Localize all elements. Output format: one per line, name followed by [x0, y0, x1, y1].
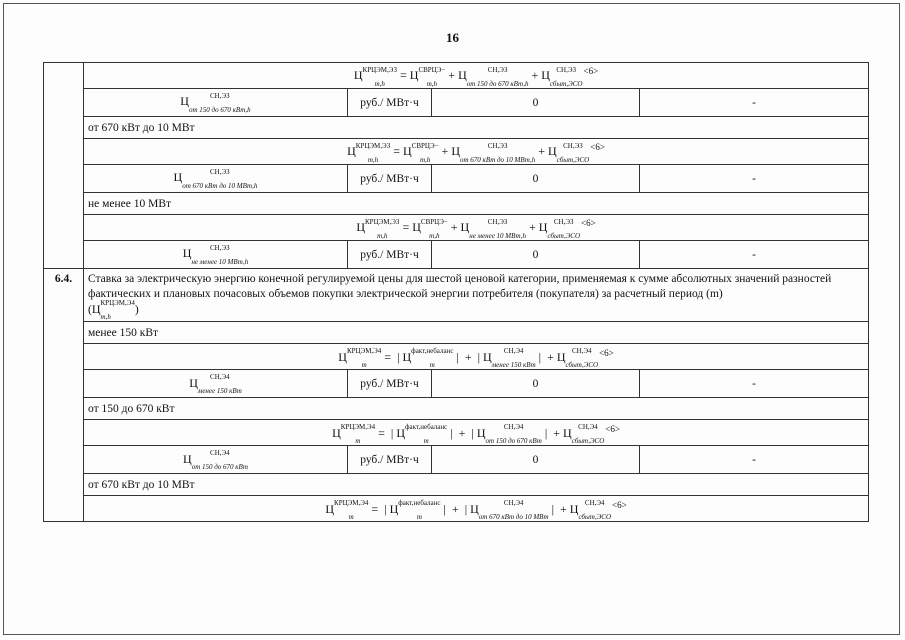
value-cell: 0 — [432, 165, 640, 193]
parameter-name — [84, 165, 348, 193]
footnote-ref: <6> — [581, 218, 596, 229]
math-symbol: Ц факт,небаланс m — [396, 422, 448, 445]
tariff-table — [43, 62, 869, 522]
math-symbol: Ц КРЦЭМ,ЭЗ m,h — [353, 65, 397, 88]
footnote-ref: <6> — [590, 142, 605, 153]
footnote-ref: <6> — [583, 66, 599, 77]
value-cell: 0 — [432, 89, 640, 117]
formula-row — [84, 420, 869, 446]
operator: | — [464, 501, 468, 516]
table-row — [44, 496, 869, 522]
math-symbol: Ц СН,Э4 от 150 до 670 кВт — [183, 449, 248, 472]
dash-cell: - — [640, 370, 869, 398]
range-label: от 150 до 670 кВт — [84, 398, 869, 420]
operator: + — [538, 144, 545, 159]
math-symbol: Ц СН,ЭЗ сбыт,ЭСО — [548, 141, 590, 164]
footnote-ref: <6> — [612, 499, 627, 510]
page-number: 16 — [446, 30, 459, 45]
operator: | — [538, 349, 542, 364]
math-symbol: Ц КРЦЭМ,ЭЗ m,h — [347, 141, 391, 164]
math-symbol: Ц СН,Э4 от 150 до 670 кВт — [476, 422, 542, 445]
dash-cell: - — [640, 241, 869, 269]
value-cell: 0 — [432, 446, 640, 474]
row-number-cell — [44, 63, 84, 269]
table-row — [44, 63, 869, 89]
table-row — [44, 139, 869, 165]
operator: + — [441, 144, 449, 159]
math-symbol: Ц СН,ЭЗ от 150 до 670 кВт,h — [458, 65, 529, 88]
table-row — [44, 269, 869, 322]
table-row — [44, 322, 869, 344]
math-symbol: Ц СВРЦЭ− m,h — [403, 141, 439, 164]
operator: + — [450, 220, 458, 235]
formula-row — [84, 139, 869, 165]
operator: | — [450, 425, 453, 440]
math-symbol: Ц КРЦЭМ,Э4 m — [332, 422, 376, 445]
math-symbol: Ц КРЦЭМ,Э4 m,h — [91, 299, 135, 322]
math-symbol: Ц СН,Э4 сбыт,ЭСО — [569, 498, 612, 521]
math-symbol: Ц СН,ЭЗ не менее 10 МВт,h — [182, 243, 249, 266]
operator: = — [378, 425, 385, 440]
footnote-ref: <6> — [605, 423, 620, 434]
math-symbol: Ц факт,небаланс m — [389, 498, 441, 521]
operator: + — [531, 68, 539, 83]
parameter-name — [84, 370, 348, 398]
table-row — [44, 474, 869, 496]
dash-cell: - — [640, 89, 869, 117]
table-row — [44, 446, 869, 474]
operator: + — [458, 425, 466, 440]
math-symbol: Ц СН,Э4 менее 150 кВт — [189, 373, 242, 396]
operator: + — [528, 220, 536, 235]
section-text: Ставка за электрическую энергию конечной регулируемой цены для шестой ценовой категории, применяемая к сумме абсолютных значений разностей фактических и плановых почасовых объемов покупки электрической энергии потребителя (покупателя) за расчетный период (m) — [88, 273, 832, 300]
table-row — [44, 344, 869, 370]
operator: + — [559, 501, 567, 516]
value-cell: 0 — [432, 241, 640, 269]
table-row — [44, 165, 869, 193]
math-symbol: Ц КРЦЭМ,Э4 m — [325, 498, 369, 521]
formula-row — [84, 344, 869, 370]
operator: | — [471, 425, 474, 440]
formula-row — [84, 63, 869, 89]
section-description — [84, 269, 869, 322]
parameter-name — [84, 241, 348, 269]
table-row — [44, 89, 869, 117]
operator: + — [464, 349, 472, 364]
math-symbol: Ц СН,ЭЗ от 670 кВт до 10 МВт,h — [451, 141, 536, 164]
operator: + — [451, 501, 459, 516]
parameter-name — [84, 89, 348, 117]
operator: | — [544, 425, 548, 440]
table-row — [44, 193, 869, 215]
formula-row — [84, 215, 869, 241]
range-label: от 670 кВт до 10 МВт — [84, 117, 869, 139]
math-symbol: Ц СН,Э4 менее 150 кВт — [483, 346, 536, 369]
formula-row — [84, 496, 869, 522]
table-row — [44, 215, 869, 241]
operator: = — [399, 68, 407, 83]
parameter-name — [84, 446, 348, 474]
operator: | — [397, 349, 400, 364]
math-symbol: Ц СН,ЭЗ не менее 10 МВт,h — [460, 217, 526, 240]
range-label: от 670 кВт до 10 МВт — [84, 474, 869, 496]
section-symbol: (Ц КРЦЭМ,Э4 m,h ) — [88, 299, 139, 322]
operator: | — [384, 501, 387, 516]
math-symbol: Ц СН,ЭЗ сбыт,ЭСО — [538, 217, 581, 240]
range-label: не менее 10 МВт — [84, 193, 869, 215]
value-cell: 0 — [432, 370, 640, 398]
operator: = — [384, 349, 392, 364]
unit-cell: руб./ МВт·ч — [348, 165, 432, 193]
operator: | — [443, 501, 446, 516]
math-symbol: Ц КРЦЭМ,Э4 m — [338, 346, 382, 369]
math-symbol: Ц КРЦЭМ,ЭЗ m,h — [356, 217, 400, 240]
operator: = — [402, 220, 410, 235]
math-symbol: Ц СН,ЭЗ от 150 до 670 кВт,h — [180, 91, 251, 114]
unit-cell: руб./ МВт·ч — [348, 370, 432, 398]
math-symbol: Ц СВРЦЭ− m,h — [409, 65, 446, 88]
operator: + — [448, 68, 456, 83]
operator: + — [553, 425, 561, 440]
math-symbol: Ц факт,небаланс m — [402, 346, 454, 369]
math-symbol: Ц СВРЦЭ− m,h — [412, 217, 448, 240]
table-row — [44, 241, 869, 269]
operator: = — [371, 501, 379, 516]
math-symbol: Ц СН,Э4 сбыт,ЭСО — [563, 422, 605, 445]
math-symbol: Ц СН,ЭЗ сбыт,ЭСО — [541, 65, 583, 88]
dash-cell: - — [640, 165, 869, 193]
table-row — [44, 370, 869, 398]
section-number: 6.4. — [44, 269, 84, 522]
operator: | — [390, 425, 394, 440]
range-label: менее 150 кВт — [84, 322, 869, 344]
unit-cell: руб./ МВт·ч — [348, 89, 432, 117]
operator: | — [551, 501, 554, 516]
table-row — [44, 420, 869, 446]
table-row — [44, 117, 869, 139]
operator: | — [477, 349, 481, 364]
unit-cell: руб./ МВт·ч — [348, 241, 432, 269]
dash-cell: - — [640, 446, 869, 474]
math-symbol: Ц СН,ЭЗ от 670 кВт до 10 МВт,h — [173, 167, 258, 190]
operator: + — [547, 349, 554, 364]
unit-cell: руб./ МВт·ч — [348, 446, 432, 474]
operator: = — [393, 144, 401, 159]
math-symbol: Ц СН,Э4 сбыт,ЭСО — [556, 346, 599, 369]
operator: | — [456, 349, 459, 364]
table-row — [44, 398, 869, 420]
footnote-ref: <6> — [599, 347, 614, 358]
math-symbol: Ц СН,Э4 от 670 кВт до 10 МВт — [470, 498, 549, 521]
